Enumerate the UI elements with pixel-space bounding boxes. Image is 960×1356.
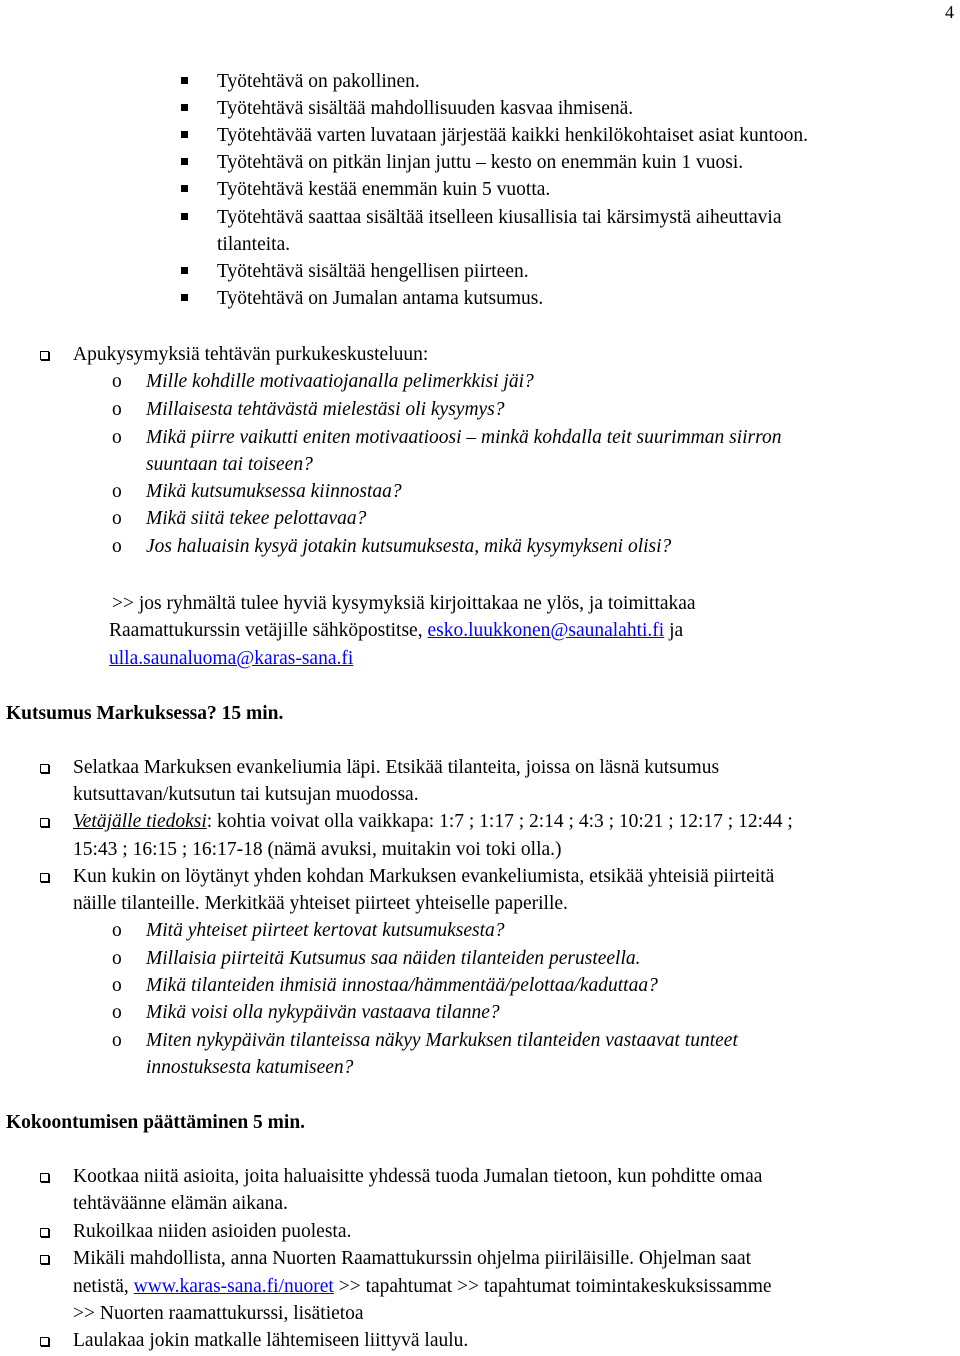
- leader-note-text: : kohtia voivat olla vaikkapa: 1:7 ; 1:17 ; 2:14 ; 4:3 ; 10:21 ; 12:17 ; 12:44 ;: [206, 811, 793, 832]
- note-line: >> jos ryhmältä tulee hyviä kysymyksiä kirjoittakaa ne ylös, ja toimittakaa: [112, 593, 696, 614]
- task-item: [73, 810, 793, 834]
- circle-bullet: o: [112, 427, 122, 448]
- circle-bullet: o: [112, 948, 122, 969]
- list-item: Työtehtävä saattaa sisältää itselleen kiusallisia tai kärsimystä aiheuttavia: [217, 207, 782, 228]
- task-item: Laulakaa jokin matkalle lähtemiseen liittyvä laulu.: [73, 1330, 469, 1351]
- task-item-continuation: [73, 1275, 772, 1299]
- leader-note-label: Vetäjälle tiedoksi: [73, 811, 207, 832]
- section-heading: Kokoontumisen päättäminen 5 min.: [6, 1112, 306, 1133]
- task-item: Kun kukin on löytänyt yhden kohdan Markuksen evankeliumista, etsikää yhteisiä piirteitä: [73, 866, 775, 887]
- page-number: 4: [945, 2, 954, 22]
- circle-bullet: o: [112, 1030, 122, 1051]
- square-bullet-icon: [181, 294, 188, 301]
- task-item-continuation: näille tilanteille. Merkitkää yhteiset piirteet yhteiselle paperille.: [73, 893, 568, 914]
- circle-bullet: o: [112, 975, 122, 996]
- note-text: Raamattukurssin vetäjille sähköpostitse,: [109, 620, 428, 641]
- square-bullet-icon: [181, 104, 188, 111]
- checkbox-bullet-icon: [40, 1173, 49, 1182]
- list-item: Työtehtävä on pitkän linjan juttu – kesto on enemmän kuin 1 vuosi.: [217, 152, 744, 173]
- list-item: Työtehtävä sisältää hengellisen piirteen.: [217, 261, 529, 282]
- email-link-ulla[interactable]: ulla.saunaluoma@karas-sana.fi: [109, 648, 354, 669]
- square-bullet-icon: [181, 213, 188, 220]
- list-item: Työtehtävä on Jumalan antama kutsumus.: [217, 288, 544, 309]
- checkbox-bullet-icon: [40, 818, 49, 827]
- square-bullet-icon: [181, 158, 188, 165]
- list-item: Työtehtävä on pakollinen.: [217, 71, 420, 92]
- question: Jos haluaisin kysyä jotakin kutsumuksesta, mikä kysymykseni olisi?: [146, 536, 672, 557]
- circle-bullet: o: [112, 371, 122, 392]
- task-item-continuation: kutsuttavan/kutsutun tai kutsujan muodossa.: [73, 784, 419, 805]
- square-bullet-icon: [181, 267, 188, 274]
- square-bullet-icon: [181, 131, 188, 138]
- list-item-continuation: tilanteita.: [217, 234, 291, 255]
- checkbox-bullet-icon: [40, 1255, 49, 1264]
- section-heading: Kutsumus Markuksessa? 15 min.: [6, 703, 284, 724]
- circle-bullet: o: [112, 536, 122, 557]
- circle-bullet: o: [112, 481, 122, 502]
- question: Mikä siitä tekee pelottavaa?: [146, 508, 367, 529]
- circle-bullet: o: [112, 920, 122, 941]
- task-item: Kootkaa niitä asioita, joita haluaisitte yhdessä tuoda Jumalan tietoon, kun pohditte omaa: [73, 1166, 763, 1187]
- list-item: Työtehtävä sisältää mahdollisuuden kasvaa ihmisenä.: [217, 98, 634, 119]
- question: Mille kohdille motivaatiojanalla pelimerkkisi jäi?: [146, 371, 534, 392]
- circle-bullet: o: [112, 399, 122, 420]
- question: Mikä voisi olla nykypäivän vastaava tilanne?: [146, 1002, 500, 1023]
- discussion-title: Apukysymyksiä tehtävän purkukeskusteluun:: [73, 344, 429, 365]
- question: Mikä kutsumuksessa kiinnostaa?: [146, 481, 402, 502]
- task-item-continuation: >> Nuorten raamattukurssi, lisätietoa: [73, 1303, 364, 1324]
- question: Mikä tilanteiden ihmisiä innostaa/hämmentää/pelottaa/kaduttaa?: [146, 975, 658, 996]
- note-line: [109, 647, 353, 671]
- circle-bullet: o: [112, 508, 122, 529]
- task-text: >> tapahtumat >> tapahtumat toimintakeskuksissamme: [333, 1276, 772, 1297]
- list-item: Työtehtävää varten luvataan järjestää kaikki henkilökohtaiset asiat kuntoon.: [217, 125, 809, 146]
- question: Miten nykypäivän tilanteissa näkyy Markuksen tilanteiden vastaavat tunteet: [146, 1030, 738, 1051]
- email-link-esko[interactable]: esko.luukkonen@saunalahti.fi: [427, 620, 665, 641]
- square-bullet-icon: [181, 185, 188, 192]
- checkbox-bullet-icon: [40, 1228, 49, 1237]
- website-link[interactable]: www.karas-sana.fi/nuoret: [133, 1276, 334, 1297]
- task-text: netistä,: [73, 1276, 134, 1297]
- checkbox-bullet-icon: [40, 351, 49, 360]
- question: Millaisia piirteitä Kutsumus saa näiden tilanteiden perusteella.: [146, 948, 641, 969]
- task-item: Rukoilkaa niiden asioiden puolesta.: [73, 1221, 352, 1242]
- question-continuation: innostuksesta katumiseen?: [146, 1057, 354, 1078]
- checkbox-bullet-icon: [40, 764, 49, 773]
- note-line: [109, 619, 683, 643]
- question-continuation: suuntaan tai toiseen?: [146, 454, 313, 475]
- checkbox-bullet-icon: [40, 1337, 49, 1346]
- question: Millaisesta tehtävästä mielestäsi oli kysymys?: [146, 399, 505, 420]
- question: Mikä piirre vaikutti eniten motivaatioosi – minkä kohdalla teit suurimman siirron: [146, 427, 782, 448]
- task-item: Selatkaa Markuksen evankeliumia läpi. Etsikää tilanteita, joissa on läsnä kutsumus: [73, 757, 720, 778]
- task-item: Mikäli mahdollista, anna Nuorten Raamattukurssin ohjelma piiriläisille. Ohjelman saat: [73, 1248, 752, 1269]
- checkbox-bullet-icon: [40, 873, 49, 882]
- task-item-continuation: tehtäväänne elämän aikana.: [73, 1193, 288, 1214]
- circle-bullet: o: [112, 1002, 122, 1023]
- question: Mitä yhteiset piirteet kertovat kutsumuksesta?: [146, 920, 505, 941]
- list-item: Työtehtävä kestää enemmän kuin 5 vuotta.: [217, 179, 551, 200]
- note-text: ja: [664, 620, 684, 641]
- square-bullet-icon: [181, 77, 188, 84]
- task-item-continuation: 15:43 ; 16:15 ; 16:17-18 (nämä avuksi, muitakin voi toki olla.): [73, 839, 562, 860]
